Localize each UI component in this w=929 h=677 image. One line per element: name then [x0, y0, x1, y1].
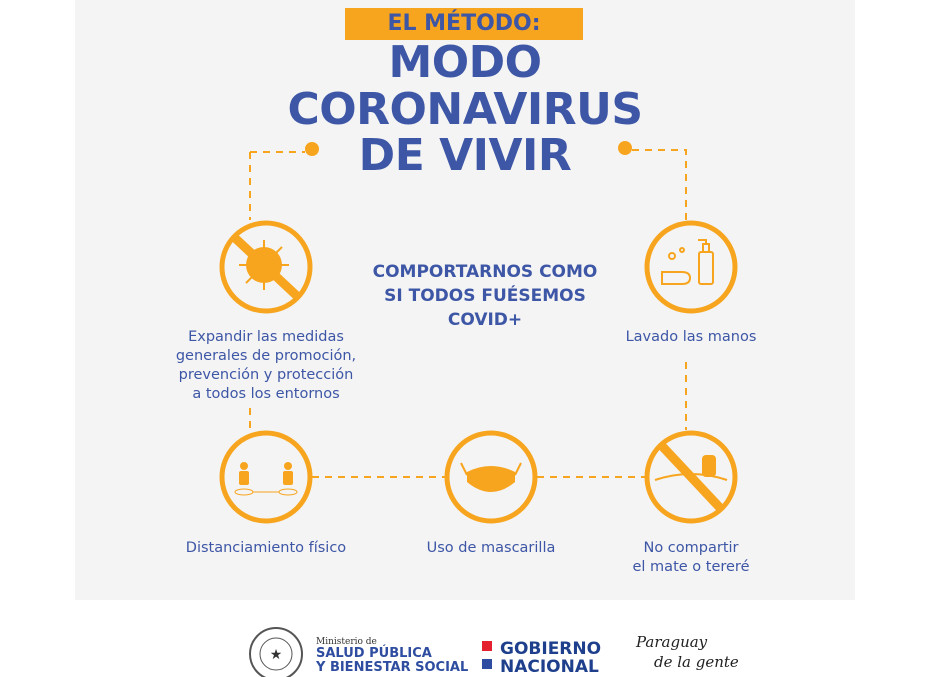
face-mask-icon: [461, 463, 521, 492]
label-no-mate: No compartir el mate o tereré: [632, 540, 750, 575]
ministry-seal: [250, 628, 302, 677]
paraguay-slogan: Paraguay de la gente: [636, 633, 739, 671]
title-line-1: MODO: [388, 37, 542, 88]
center-message: [340, 260, 630, 332]
label-mask: Uso de mascarilla: [426, 540, 556, 556]
method-badge: EL MÉTODO:: [345, 8, 583, 40]
center-line: COVID+: [447, 310, 523, 330]
title-line-2: CORONAVIRUS: [287, 84, 643, 135]
gobierno-nacional-logo: GOBIERNO NACIONAL: [500, 639, 602, 677]
social-distance-icon: [235, 462, 297, 495]
ministry-small: Ministerio de: [316, 637, 377, 647]
center-line: COMPORTARNOS COMO: [372, 262, 598, 282]
ministry-name: SALUD PÚBLICA Y BIENESTAR SOCIAL: [316, 646, 469, 675]
no-mate-icon: [655, 446, 727, 510]
title-line-3: DE VIVIR: [358, 130, 572, 181]
svg-text:★: ★: [269, 647, 283, 663]
center-line: SI TODOS FUÉSEMOS: [384, 286, 586, 306]
label-distancing: Distanciamiento físico: [185, 540, 347, 556]
hand-washing-icon: [662, 240, 713, 284]
label-expand-measures: Expandir las medidas generales de promoción, prevención y protección a todos los entornos: [175, 329, 357, 402]
no-virus-icon: [235, 238, 297, 296]
label-hand-washing: Lavado las manos: [625, 329, 757, 345]
